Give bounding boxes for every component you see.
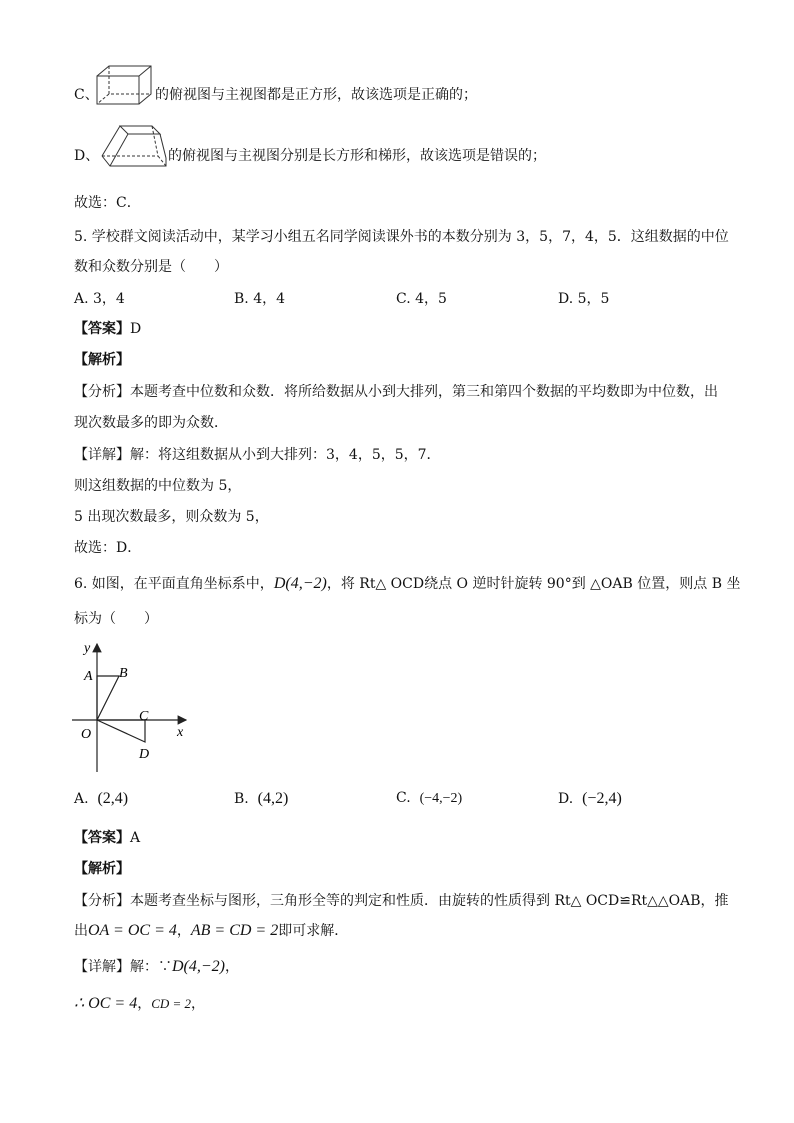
q6-stem-1-a: 6. 如图，在平面直角坐标系中， [74,576,274,592]
coordinate-figure [66,636,206,776]
triangle-oab [97,676,119,720]
q5-analysis-label: 【解析】 [74,352,130,368]
q6-answer-value: A [130,830,141,846]
q5-answer-label: 【答案】 [74,321,130,337]
q6-option-b: B. (4,2) [234,790,289,807]
q5-option-b: B. 4，4 [234,291,286,307]
option-c-text: 的俯视图与主视图都是正方形，故该选项是正确的； [155,87,477,103]
q6-stem-1-math: D(4,−2) [273,575,327,592]
q5-fenxi-1: 【分析】本题考查中位数和众数．将所给数据从小到大排列，第三和第四个数据的平均数即为中位数，出 [74,384,718,400]
q5-detail-2: 则这组数据的中位数为 5， [74,478,242,494]
frustum-figure [100,124,168,170]
q6-detail-2: ∴ OC = 4，CD = 2， [74,995,206,1012]
q6-answer [74,827,140,847]
option-d-line [74,145,99,165]
q5-option-c: C. 4，5 [396,291,447,307]
label-x: x [177,725,184,740]
option-c-prefix: C、 [74,87,99,103]
q5-choice: 故选：D． [74,540,142,556]
triangle-ocd [97,720,145,742]
q6-option-c: C. (−4,−2) [396,790,463,806]
label-o: O [81,727,92,742]
q5-stem-1: 5. 学校群文阅读活动中，某学习小组五名同学阅读课外书的本数分别为 3，5，7，4，5．这组数据的中位 [74,229,729,245]
q6-option-d: D. (−2,4) [558,790,622,807]
q6-detail-1: 【详解】解：∵D(4,−2)， [74,958,240,975]
q5-option-a: A. 3，4 [74,291,125,307]
label-d: D [139,747,150,762]
q6-option-a: A. (2,4) [74,790,129,807]
q5-detail-1: 【详解】解：将这组数据从小到大排列：3，4，5，5，7． [74,447,441,463]
q5-stem-2: 数和众数分别是（ ） [74,259,228,275]
q5-option-d: D. 5，5 [558,291,610,307]
label-c: C [139,709,149,724]
q4-choice: 故选：C． [74,195,141,211]
q5-answer-value: D [130,321,142,337]
option-d-prefix: D、 [74,148,100,164]
q6-answer-label: 【答案】 [74,830,130,846]
option-d-text: 的俯视图与主视图分别是长方形和梯形，故该选项是错误的； [168,148,546,164]
cube-figure [95,64,155,106]
q6-stem-1 [74,573,740,593]
label-a: A [84,669,93,684]
q5-fenxi-2: 现次数最多的即为众数． [74,415,228,431]
q6-fenxi-1: 【分析】本题考查坐标与图形，三角形全等的判定和性质．由旋转的性质得到 Rt△ OCD≌Rt△△OAB，推 [74,893,729,909]
q6-stem-2: 标为（ ） [74,611,158,627]
q6-fenxi-2: 出OA = OC = 4，AB = CD = 2即可求解． [74,922,349,939]
q6-stem-1-b: ，将 Rt△ OCD绕点 O 逆时针旋转 90°到 △OAB 位置，则点 B 坐 [326,576,741,592]
label-y: y [84,641,91,656]
q6-analysis-label: 【解析】 [74,861,130,877]
q5-answer [74,318,141,338]
q5-detail-3: 5 出现次数最多，则众数为 5， [74,509,269,525]
label-b: B [119,666,128,681]
